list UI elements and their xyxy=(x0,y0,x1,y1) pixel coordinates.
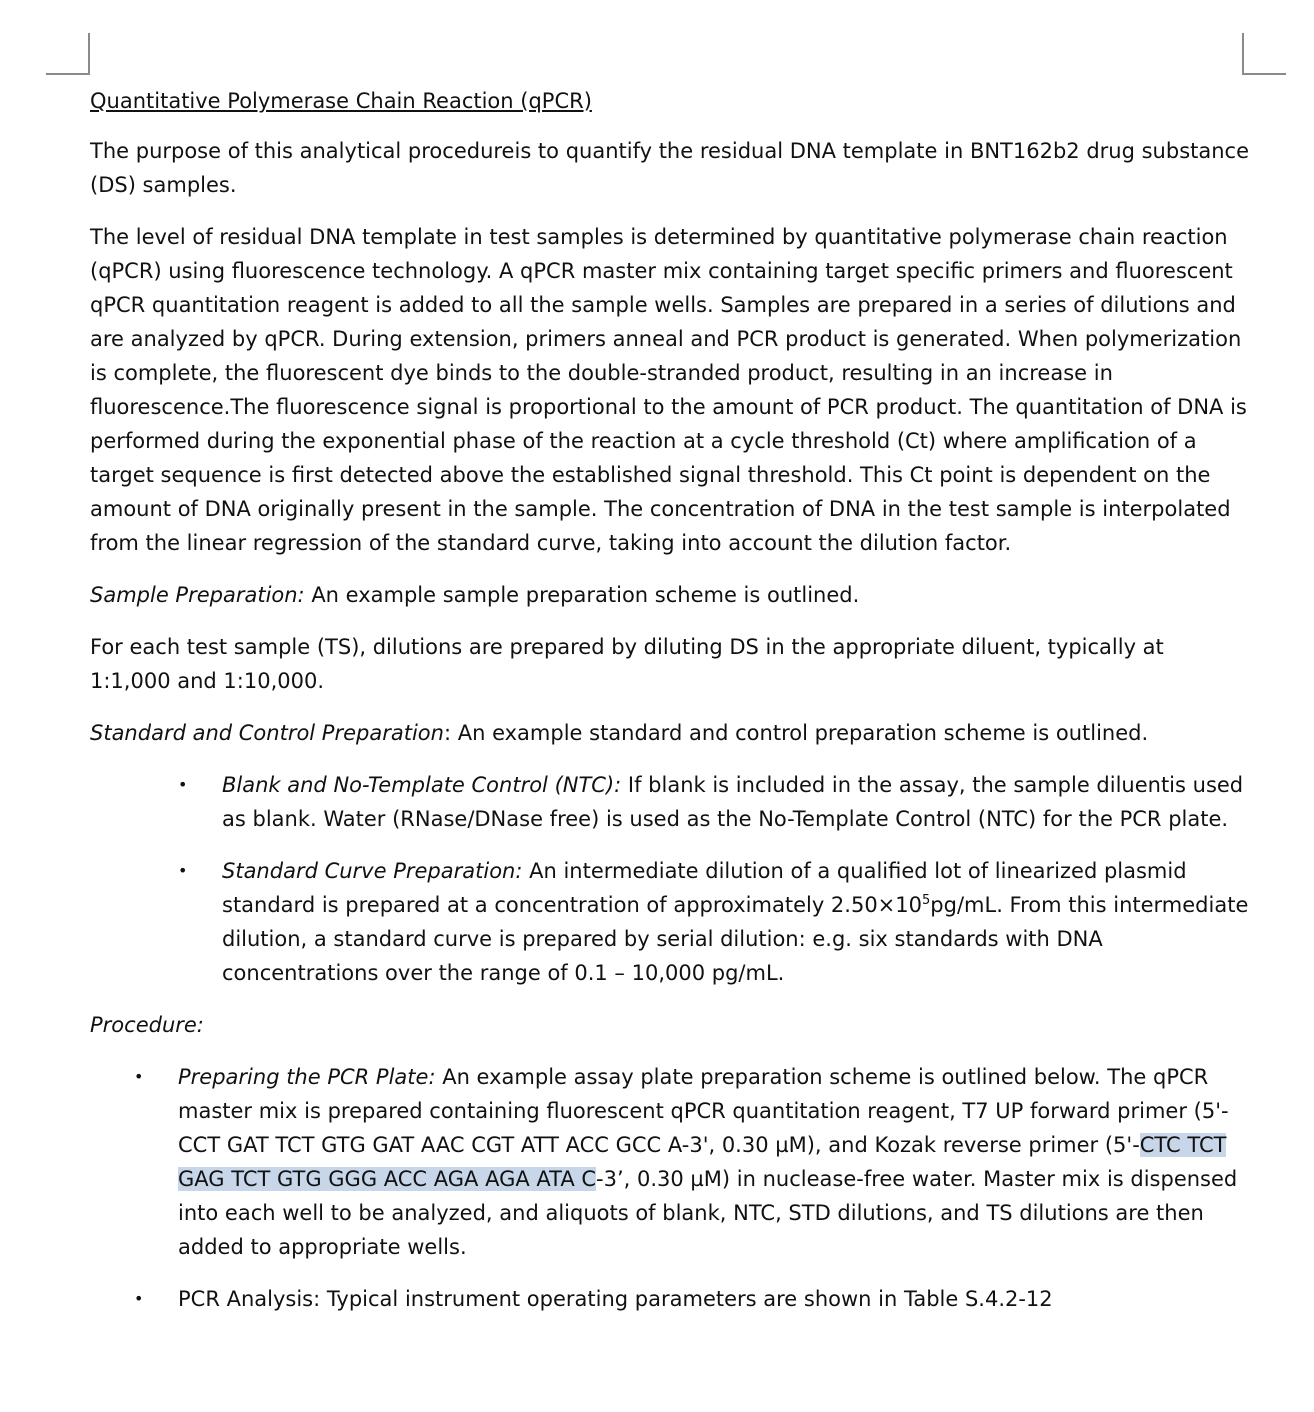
sample-preparation-text: An example sample preparation scheme is outlined. xyxy=(304,583,860,607)
procedure-heading: Procedure: xyxy=(90,1013,204,1037)
dilutions-paragraph: For each test sample (TS), dilutions are prepared by diluting DS in the appropriate diluent, typically at 1:1,000 and 1:10,000. xyxy=(90,635,1164,693)
procedure-list xyxy=(90,1060,1250,1316)
standard-control-paragraph xyxy=(90,716,1250,750)
list-item-preparing-pcr-plate xyxy=(90,1060,1250,1264)
list-item-standard-curve xyxy=(90,854,1250,990)
list-item-blank-ntc xyxy=(90,768,1250,836)
standard-curve-heading: Standard Curve Preparation: xyxy=(222,859,523,883)
selected-text-highlight[interactable]: CTC TCT GAG TCT GTG GGG ACC AGA AGA ATA C xyxy=(178,1133,1227,1191)
sample-preparation-paragraph xyxy=(90,578,1250,612)
pcr-analysis-text: PCR Analysis: Typical instrument operating parameters are shown in Table S.4.2-12 xyxy=(178,1287,1053,1311)
sample-preparation-heading: Sample Preparation: xyxy=(90,583,305,607)
standard-control-heading: Standard and Control Preparation xyxy=(90,721,444,745)
bullet-icon: • xyxy=(178,861,188,880)
blank-ntc-heading: Blank and No-Template Control (NTC): xyxy=(222,773,622,797)
pcr-plate-text-after: -3’, 0.30 µM) in nuclease-free water. Master mix is dispensed into each well to be analyzed, and aliquots of blank, NTC, STD dilutions, and TS dilutions are then added to appropriate wells. xyxy=(178,1167,1238,1259)
section-title: Quantitative Polymerase Chain Reaction (qPCR) xyxy=(90,89,592,113)
method-description-paragraph: The level of residual DNA template in test samples is determined by quantitative polymerase chain reaction (qPCR) using fluorescence technology. A qPCR master mix containing target specific primers and fluorescent qPCR quantitation reagent is added to all the sample wells. Samples are prepared in a series of dilutions and are analyzed by qPCR. During extension, primers anneal and PCR product is generated. When polymerization is complete, the fluorescent dye binds to the double-stranded product, resulting in an increase in fluorescence.The fluorescence signal is proportional to the amount of PCR product. The quantitation of DNA is performed during the exponential phase of the reaction at a cycle threshold (Ct) where amplification of a target sequence is first detected above the established signal threshold. This Ct point is dependent on the amount of DNA originally present in the sample. The concentration of DNA in the test sample is interpolated from the linear regression of the standard curve, taking into account the dilution factor. xyxy=(90,225,1247,555)
standard-curve-exponent: 5 xyxy=(922,893,931,908)
pcr-plate-heading: Preparing the PCR Plate: xyxy=(178,1065,436,1089)
page-corner-mark-top-left-vertical xyxy=(88,33,90,75)
bullet-icon: • xyxy=(134,1289,144,1308)
pcr-plate-text-before: An example assay plate preparation scheme is outlined below. The qPCR master mix is prepared containing fluorescent qPCR quantitation reagent, T7 UP forward primer (5'-CCT GAT TCT GTG GAT AAC CGT ATT ACC GCC A-3', 0.30 µM), and Kozak reverse primer (5'- xyxy=(178,1065,1229,1157)
standard-control-list xyxy=(90,768,1250,990)
page-corner-mark-top-right-horizontal xyxy=(1242,73,1286,75)
standard-curve-text-after: pg/mL. From this intermediate dilution, a standard curve is prepared by serial dilution: e.g. six standards with DNA concentrations over the range of 0.1 – 10,000 pg/mL. xyxy=(222,893,1249,985)
standard-control-text: : An example standard and control preparation scheme is outlined. xyxy=(443,721,1149,745)
document-page xyxy=(90,84,1250,1334)
bullet-icon: • xyxy=(134,1067,144,1086)
purpose-paragraph: The purpose of this analytical procedureis to quantify the residual DNA template in BNT162b2 drug substance (DS) samples. xyxy=(90,139,1250,197)
standard-curve-text-before: An intermediate dilution of a qualified lot of linearized plasmid standard is prepared at a concentration of approximately 2.50×10 xyxy=(222,859,1187,917)
page-corner-mark-top-right-vertical xyxy=(1242,33,1244,75)
page-corner-mark-top-left-horizontal xyxy=(46,73,90,75)
list-item-pcr-analysis xyxy=(90,1282,1250,1316)
blank-ntc-text: If blank is included in the assay, the sample diluentis used as blank. Water (RNase/DNase free) is used as the No-Template Control (NTC) for the PCR plate. xyxy=(222,773,1244,831)
bullet-icon: • xyxy=(178,775,188,794)
